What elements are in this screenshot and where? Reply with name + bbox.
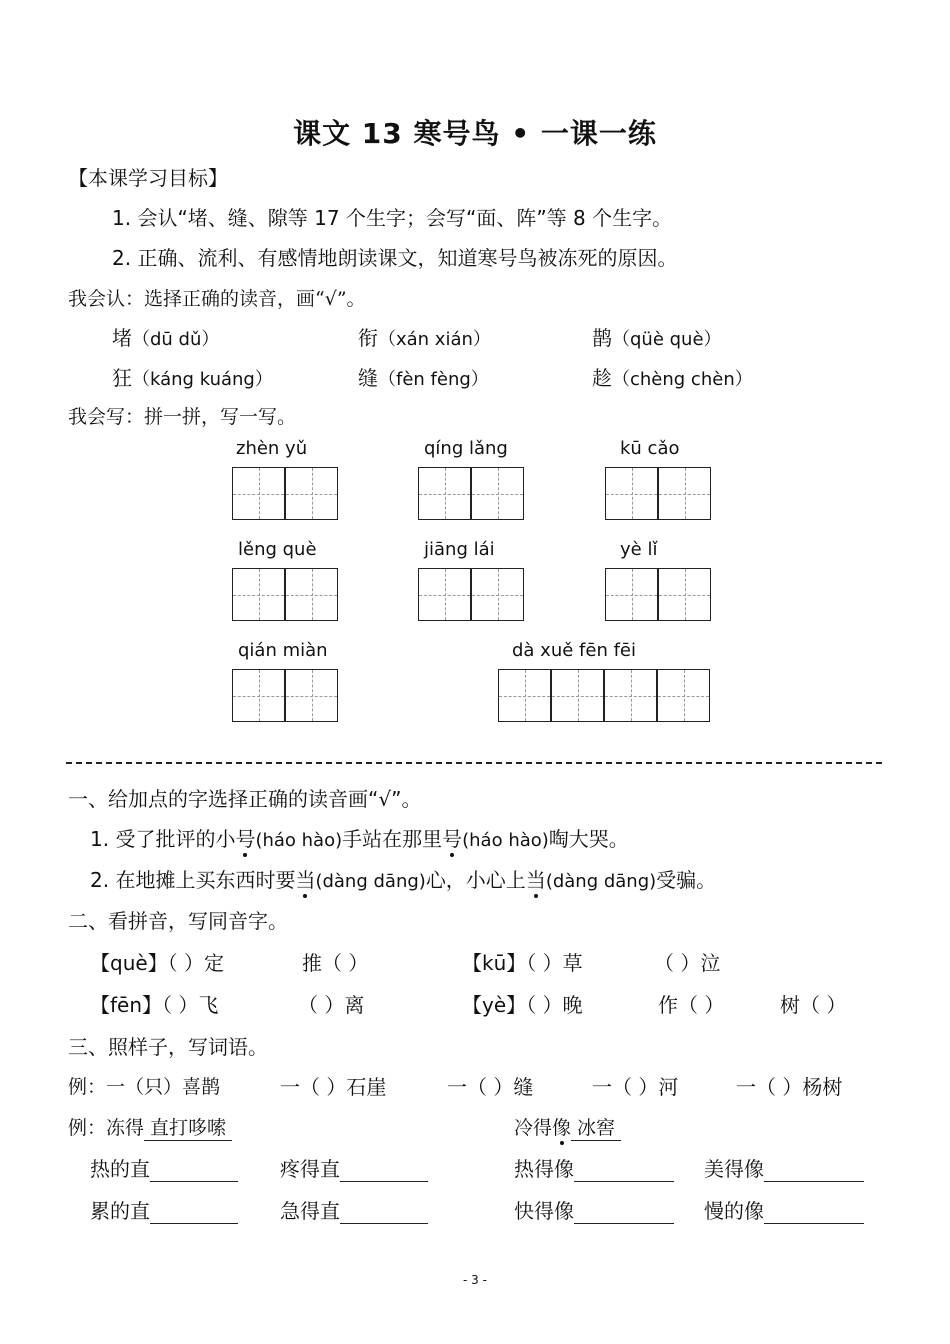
q2-heading: 二、看拼音，写同音字。	[68, 909, 288, 933]
pinyin-label: zhèn yǔ	[236, 438, 308, 459]
q3-row-item: 快得像	[514, 1195, 674, 1224]
writing-cell[interactable]	[232, 669, 285, 722]
q2-item: 【yè】（ ）晚	[462, 993, 583, 1017]
recognize-item: 趁（chèng chèn）	[592, 366, 753, 390]
q2-item: （ ）离	[298, 993, 365, 1017]
recognize-item: 鹊（qüè què）	[592, 326, 722, 350]
q3-row-item: 慢的像	[704, 1195, 864, 1224]
write-heading: 我会写：拼一拼，写一写。	[68, 406, 297, 428]
goals-heading: 【本课学习目标】	[68, 166, 228, 190]
recognize-item: 衔（xán xián）	[358, 326, 491, 350]
recognize-item: 堵（dū dǔ）	[112, 326, 220, 350]
writing-cell[interactable]	[658, 568, 711, 621]
writing-cell[interactable]	[232, 467, 285, 520]
q3-row-item: 热得像	[514, 1153, 674, 1182]
writing-cell[interactable]	[285, 467, 338, 520]
goal-item: 1. 会认“堵、缝、隙等 17 个生字；会写“面、阵”等 8 个生字。	[112, 206, 673, 230]
q3-example2-right: 冷得像 冰窖	[514, 1113, 621, 1140]
pinyin-label: jiāng lái	[424, 539, 495, 560]
q2-item: 推（ ）	[302, 951, 369, 975]
q1-line: 1. 受了批评的小号(háo hào)手站在那里号(háo hào)啕大哭。	[90, 827, 629, 851]
writing-cell[interactable]	[551, 669, 604, 722]
writing-cell[interactable]	[285, 669, 338, 722]
answer-blank[interactable]	[150, 1159, 238, 1182]
pinyin-label: lěng què	[238, 539, 317, 560]
q3-row-item: 热的直	[90, 1153, 238, 1182]
writing-cell[interactable]	[658, 467, 711, 520]
q1-line: 2. 在地摊上买东西时要当(dàng dāng)心，小心上当(dàng dāng)受骗。	[90, 868, 717, 892]
answer-blank[interactable]	[764, 1159, 864, 1182]
writing-cell[interactable]	[471, 467, 524, 520]
writing-cell[interactable]	[418, 568, 471, 621]
writing-cell[interactable]	[605, 467, 658, 520]
answer-blank[interactable]	[150, 1201, 238, 1224]
q3-row-item: 急得直	[280, 1195, 428, 1224]
q2-item: （ ）泣	[654, 951, 721, 975]
writing-cell[interactable]	[418, 467, 471, 520]
pinyin-label: qíng lǎng	[424, 438, 508, 459]
q3-item: 一（ ）杨树	[736, 1075, 843, 1099]
q3-item: 一（ ）河	[592, 1075, 679, 1099]
q3-row-item: 疼得直	[280, 1153, 428, 1182]
q2-item: 【fēn】（ ）飞	[90, 993, 219, 1017]
answer-blank[interactable]	[764, 1201, 864, 1224]
writing-cell[interactable]	[657, 669, 710, 722]
section-divider	[66, 762, 882, 764]
writing-cell[interactable]	[498, 669, 551, 722]
q2-item: 作（ ）	[658, 993, 725, 1017]
writing-cell[interactable]	[471, 568, 524, 621]
answer-blank[interactable]	[340, 1201, 428, 1224]
writing-cell[interactable]	[605, 568, 658, 621]
answer-blank[interactable]	[340, 1159, 428, 1182]
q2-item: 【què】（ ）定	[90, 951, 225, 975]
pinyin-label: dà xuě fēn fēi	[512, 640, 636, 661]
goal-item: 2. 正确、流利、有感情地朗读课文，知道寒号鸟被冻死的原因。	[112, 246, 678, 270]
recognize-item: 缝（fèn fèng）	[358, 366, 489, 390]
pinyin-label: qián miàn	[238, 640, 328, 661]
writing-cell[interactable]	[604, 669, 657, 722]
q2-item: 树（ ）	[780, 993, 847, 1017]
q1-heading: 一、给加点的字选择正确的读音画“√”。	[68, 787, 422, 811]
q3-item: 一（ ）缝	[447, 1075, 534, 1099]
q3-row-item: 累的直	[90, 1195, 238, 1224]
q3-heading: 三、照样子，写词语。	[68, 1035, 268, 1059]
q3-row-item: 美得像	[704, 1153, 864, 1182]
writing-cell[interactable]	[285, 568, 338, 621]
q2-item: 【kū】（ ）草	[462, 951, 583, 975]
pinyin-label: yè lǐ	[620, 539, 658, 560]
q3-item: 一（ ）石崖	[280, 1075, 387, 1099]
recognize-item: 狂（káng kuáng）	[112, 366, 273, 390]
pinyin-label: kū cǎo	[620, 438, 680, 459]
q3-example2-left: 例：冻得 直打哆嗦	[68, 1113, 232, 1140]
q3-example-label: 例：一（只）喜鹊	[68, 1076, 221, 1098]
page-title: 课文 13 寒号鸟 • 一课一练	[293, 117, 657, 150]
page-number: - 3 -	[463, 1273, 487, 1287]
answer-blank[interactable]	[574, 1201, 674, 1224]
writing-cell[interactable]	[232, 568, 285, 621]
answer-blank[interactable]	[574, 1159, 674, 1182]
recognize-heading: 我会认：选择正确的读音，画“√”。	[68, 288, 366, 310]
